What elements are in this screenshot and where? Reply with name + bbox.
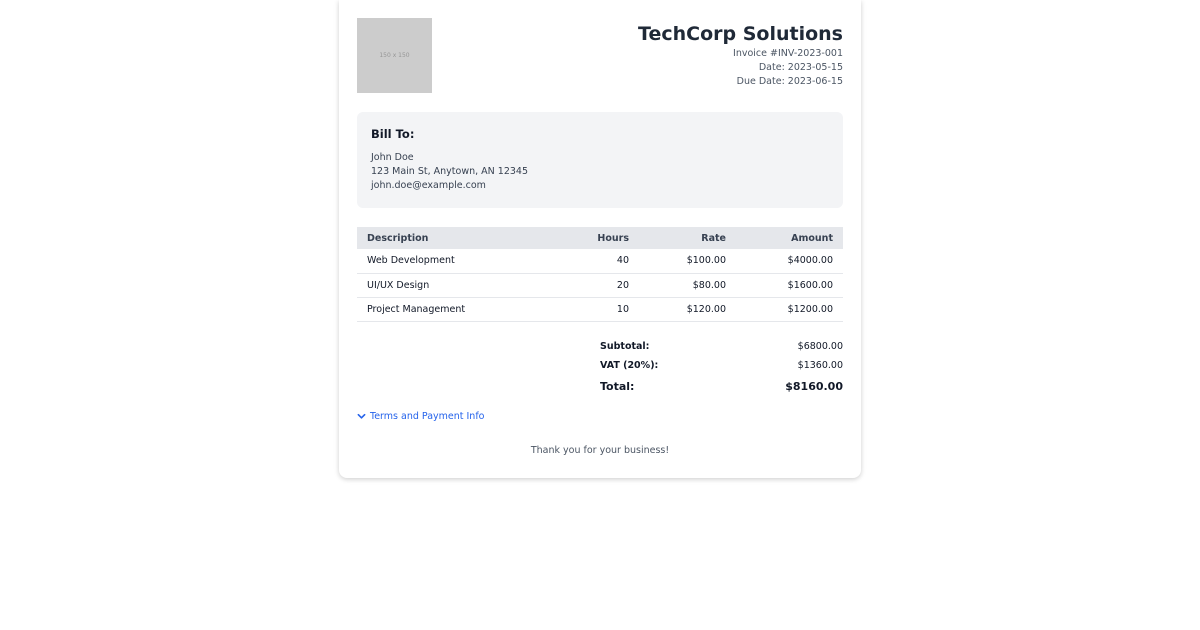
item-description: Web Development [357,249,557,273]
item-description: Project Management [357,297,557,321]
subtotal-row [600,337,843,356]
item-rate: $100.00 [639,249,736,273]
invoice-due-date: Due Date: 2023-06-15 [736,76,843,87]
item-rate: $120.00 [639,297,736,321]
table-row [357,297,843,321]
table-row [357,273,843,297]
item-hours: 10 [557,297,639,321]
item-rate: $80.00 [639,273,736,297]
totals-section [600,337,843,397]
company-logo [357,18,432,93]
invoice-date: Date: 2023-05-15 [758,62,843,73]
invoice-card [339,0,861,478]
total-row [600,375,843,397]
item-amount: $1600.00 [736,273,843,297]
bill-to-title: Bill To: [371,127,415,141]
table-header-row [357,227,843,249]
vat-label: VAT (20%): [600,360,659,371]
customer-name: John Doe [371,152,414,163]
terms-label: Terms and Payment Info [370,411,485,422]
header-amount: Amount [736,227,843,249]
subtotal-value: $6800.00 [797,341,843,352]
line-items-table [357,227,843,322]
header-hours: Hours [557,227,639,249]
header-description: Description [357,227,557,249]
table-row [357,249,843,273]
item-hours: 20 [557,273,639,297]
total-value: $8160.00 [785,379,843,393]
vat-value: $1360.00 [797,360,843,371]
thank-you-note: Thank you for your business! [530,445,670,456]
header-rate: Rate [639,227,736,249]
company-header [638,22,843,89]
item-hours: 40 [557,249,639,273]
item-description: UI/UX Design [357,273,557,297]
total-label: Total: [600,379,635,393]
company-name: TechCorp Solutions [638,23,843,45]
customer-email: john.doe@example.com [371,180,486,191]
logo-placeholder-text: 150 x 150 [379,52,410,59]
item-amount: $4000.00 [736,249,843,273]
invoice-number: Invoice #INV-2023-001 [733,48,843,59]
item-amount: $1200.00 [736,297,843,321]
customer-address: 123 Main St, Anytown, AN 12345 [371,166,529,177]
vat-row [600,356,843,375]
bill-to-panel [357,112,843,208]
terms-toggle[interactable] [357,411,484,422]
subtotal-label: Subtotal: [600,341,650,352]
chevron-down-icon [357,412,366,421]
